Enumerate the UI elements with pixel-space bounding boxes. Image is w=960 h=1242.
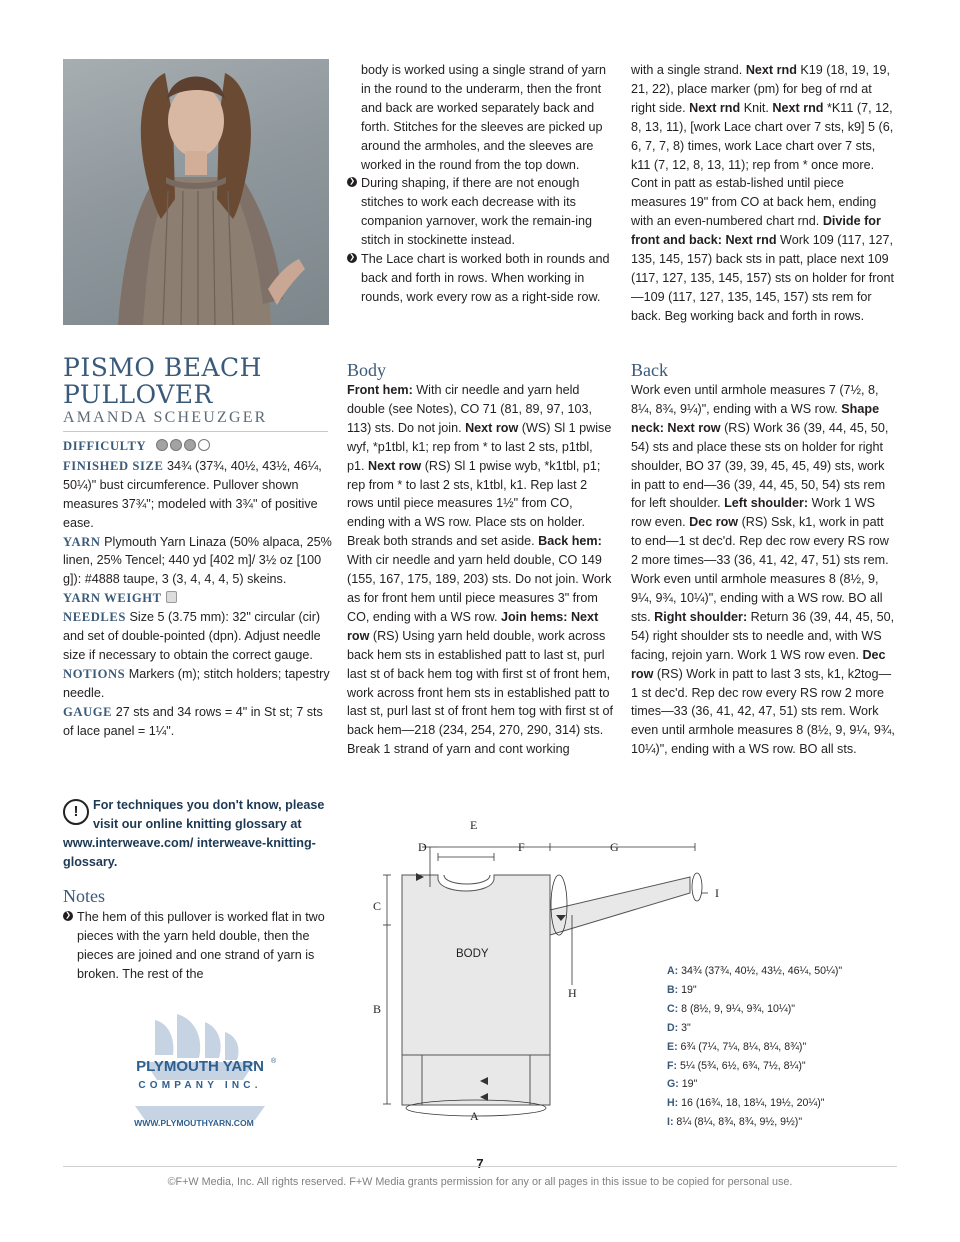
measurement-value: 16 (16¾, 18, 18¼, 19½, 20¼)" xyxy=(678,1097,825,1110)
measurement-row xyxy=(667,1094,907,1113)
yarn-weight-icon xyxy=(166,591,177,603)
next-rnd-label: Next rnd xyxy=(745,63,797,77)
text-span: *K11 (7, 12, 8, 13, 11), [work Lace chart over 7 sts, k9] 5 (6, 6, 7, 7, 8) times, work Lace chart over 7 sts, k11 (7, 12, 8, 13, 11); rep from * once more. Cont in patt as estab-lished until piece measures 19" from CO at back hem, ending with an even-numbered chart rnd. xyxy=(631,100,894,229)
measurement-row xyxy=(667,962,907,981)
measurement-value: 8 (8½, 9, 9¼, 9¾, 10¼)" xyxy=(678,1002,796,1015)
yarn-label: YARN xyxy=(63,534,101,549)
text-span: Work 109 (117, 127, 135, 145, 157) back sts in patt, place next 109 (117, 127, 135, 145, 157) sts on holder for front—109 (117, 127, 135, 145, 157) sts rem for back. Beg working back and forth in rows. xyxy=(631,233,895,323)
diagram-label-i: I xyxy=(715,886,719,900)
body-instructions-continued xyxy=(631,61,897,326)
yarn-weight-row xyxy=(63,589,333,608)
measurement-key: F: xyxy=(667,1059,677,1072)
next-row-text: (RS) Sl 1 pwise wyb, *k1tbl, p1; rep from * to last 2 sts, k1tbl, k1. Rep last 2 rows until piece measures 1½" from CO, ending with a WS row. Place sts on holder. Break both strands and set aside. xyxy=(347,458,601,549)
text-span: (RS) Work 36 (39, 44, 45, 50, 54) sts and place these sts on holder for right shoulder, BO 37 (39, 39, 45, 45, 49) sts, work in patt to end—36 (39, 44, 45, 50, 54) sts rem for left shoulder. xyxy=(631,420,889,511)
front-hem-label: Front hem: xyxy=(347,383,413,397)
difficulty-dot xyxy=(198,439,210,451)
measurement-key: G: xyxy=(667,1078,679,1091)
back-instructions xyxy=(631,381,897,759)
text-span: (RS) Work in patt to last 3 sts, k1, k2tog—1 st dec'd. Rep dec row every RS row 2 more times—33 (36, 41, 42, 47, 51) sts rem. Work even until armhole measures 8 (8½, 9, 9¼, 9¾, 10¼)", ending with a WS row. BO all sts. xyxy=(631,666,895,757)
measurement-value: 8¼ (8¼, 8¾, 8¾, 9½, 9½)" xyxy=(673,1116,803,1129)
measurement-value: 34¾ (37¾, 40½, 43½, 46¼, 50¼)" xyxy=(678,965,843,977)
measurement-value: 3" xyxy=(678,1021,691,1034)
text-span: Return 36 (39, 44, 45, 50, 54) right shoulder sts to needle and, with WS facing, rejoin yarn. Work 1 WS row even. xyxy=(631,609,895,662)
join-hems-text: (RS) Using yarn held double, work across back hem sts in established patt to last st, purl last st of back hem tog with first st of front hem, work across front hem sts in established patt to last st, purl last st of front hem tog with first st of back hem—218 (234, 254, 270, 290, 314) sts. Break 1 strand of yarn and cont working xyxy=(347,628,613,757)
shape-neck-label: Shape neck: Next row xyxy=(631,401,880,435)
notions-text: Markers (m); stitch holders; tapestry needle. xyxy=(63,666,330,700)
measurement-key: C: xyxy=(667,1002,679,1015)
copyright-notice: ©F+W Media, Inc. All rights reserved. F+W Media grants permission for any or all pages in this issue to be copied for personal use. xyxy=(167,1176,793,1188)
text-span: Work 1 WS row even. xyxy=(631,496,876,530)
diagram-label-b: B xyxy=(373,1002,382,1016)
title-divider xyxy=(63,431,328,432)
title-line-1: PISMO BEACH xyxy=(63,353,262,382)
schematic-diagram xyxy=(340,815,720,1130)
glossary-tip xyxy=(63,796,333,872)
diagram-label-f: F xyxy=(518,840,525,854)
yarn-row xyxy=(63,533,333,590)
measurement-row xyxy=(667,1000,907,1019)
notions-label: NOTIONS xyxy=(63,666,126,681)
diagram-label-h: H xyxy=(568,986,577,1000)
garment-shape xyxy=(402,875,690,1105)
next-row-label: Next row xyxy=(465,420,519,435)
measurement-value: 6¾ (7¼, 7¼, 8¼, 8¼, 8¾)" xyxy=(677,1040,807,1053)
measurement-key: E: xyxy=(667,1040,678,1053)
difficulty-label: DIFFICULTY xyxy=(63,439,147,453)
model-photo xyxy=(63,59,329,325)
pattern-specs xyxy=(63,437,333,741)
text-span: (RS) Ssk, k1, work in patt to end—1 st dec'd. Rep dec row every RS row 2 more times—33 (36, 41, 42, 47, 51) sts rem. Work even until armhole measures 8 (8½, 9, 9¼, 9¾, 10¼)", ending with a WS row. BO all sts. xyxy=(631,515,889,624)
note-item: ❯ During shaping, if there are not enough stitches to work each decrease with its companion yarnover, work the remain-ing stitch in stockinette instead. xyxy=(347,174,613,250)
finished-size-label: FINISHED SIZE xyxy=(63,458,164,473)
front-hem-text: With cir needle and yarn held double (see Notes), CO 71 (81, 89, 97, 103, 113) sts. Do not join. xyxy=(347,383,593,435)
body-instructions xyxy=(347,381,613,759)
measurement-key: H: xyxy=(667,1097,679,1110)
page-number: 7 xyxy=(476,1156,484,1171)
dec-row-label: Dec row xyxy=(631,647,886,681)
notes-continued xyxy=(347,61,613,307)
divide-label: Divide for front and back: Next rnd xyxy=(631,214,881,248)
back-hem-label: Back hem: xyxy=(538,534,602,549)
diagram-label-a: A xyxy=(470,1109,479,1123)
text-span: Knit. xyxy=(740,100,773,115)
notes-list xyxy=(63,908,325,984)
measurements-list xyxy=(667,962,907,1132)
measurement-row xyxy=(667,1075,907,1094)
next-row-text: (WS) Sl 1 pwise wyf, *p1tbl, k1; rep from * to last 2 sts, p1tbl, p1. xyxy=(347,420,612,473)
exclamation-icon: ! xyxy=(63,799,89,825)
measurement-value: 19" xyxy=(678,983,697,996)
difficulty-dot xyxy=(156,439,168,451)
notes-heading: Notes xyxy=(63,886,105,906)
measurement-row xyxy=(667,1113,907,1132)
back-heading: Back xyxy=(631,360,668,380)
designer-name: AMANDA SCHEUZGER xyxy=(63,409,268,426)
measurement-row xyxy=(667,1038,907,1057)
measurement-key: D: xyxy=(667,1021,679,1034)
right-shoulder-label: Right shoulder: xyxy=(654,609,748,624)
body-continued-paragraph xyxy=(631,61,897,326)
yarn-text: Plymouth Yarn Linaza (50% alpaca, 25% linen, 25% Tencel; 440 yd [402 m]/ 3½ oz [100 g]): #4888 taupe, 3 (3, 4, 4, 4, 5) skeins. xyxy=(63,534,332,587)
logo-registered-mark: ® xyxy=(271,1058,277,1065)
needles-row xyxy=(63,608,333,665)
measurement-key: I: xyxy=(667,1116,674,1129)
notions-row xyxy=(63,665,333,703)
difficulty-rating xyxy=(156,438,212,457)
footer-divider xyxy=(63,1166,897,1167)
note-item-continued: body is worked using a single strand of yarn in the round to the underarm, then the front and back are worked separately back and forth. Stitches for the sleeves are picked up around the armholes, and the sleeves are worked in the round from the top down. xyxy=(361,63,607,172)
next-row-label: Next row xyxy=(368,458,422,473)
logo-url: WWW.PLYMOUTHYARN.COM xyxy=(134,1118,254,1128)
model-illustration xyxy=(63,59,329,325)
measurement-value: 19" xyxy=(678,1078,698,1091)
left-shoulder-label: Left shoulder: xyxy=(724,496,809,511)
logo-name: PLYMOUTH YARN xyxy=(136,1058,264,1075)
next-rnd-label: Next rnd xyxy=(689,100,741,115)
difficulty-dot xyxy=(184,439,196,451)
note-item: ❯ The hem of this pullover is worked flat in two pieces with the yarn held double, then the pieces are joined and one strand of yarn is broken. The rest of the xyxy=(63,908,325,984)
plymouth-yarn-logo xyxy=(115,1010,285,1122)
dec-row-label: Dec row xyxy=(689,515,739,530)
logo-subtitle: COMPANY INC. xyxy=(138,1080,262,1091)
text-span: K19 (18, 19, 19, 21, 22), place marker (pm) for beg of rnd at right side. xyxy=(631,63,891,115)
measurement-row xyxy=(667,981,907,1000)
gauge-text: 27 sts and 34 rows = 4" in St st; 7 sts of lace panel = 1¼". xyxy=(63,704,323,738)
title-line-2: PULLOVER xyxy=(63,380,213,409)
diagram-label-d: D xyxy=(418,840,427,854)
measurement-value: 5¼ (5¾, 6½, 6¾, 7½, 8¼)" xyxy=(677,1059,806,1072)
difficulty-row xyxy=(63,437,333,457)
note-item: ❯ The Lace chart is worked both in rounds and back and forth in rows. When working in rounds, work every row as a right-side row. xyxy=(347,250,613,307)
gauge-label: GAUGE xyxy=(63,704,113,719)
diagram-label-g: G xyxy=(610,840,619,854)
measurement-row xyxy=(667,1057,907,1076)
diagram-body-label: BODY xyxy=(456,948,489,960)
text-span: with a single strand. xyxy=(631,63,746,77)
back-hem-text: With cir needle and yarn held double, CO 149 (155, 167, 175, 189, 203) sts. Do not join. Work as for front hem until piece measures 3" from CO, ending with a WS row. xyxy=(347,553,612,624)
body-heading: Body xyxy=(347,360,387,380)
diagram-label-c: C xyxy=(373,899,382,913)
measurement-key: A: xyxy=(667,965,679,977)
yarn-weight-label: YARN WEIGHT xyxy=(63,591,162,606)
diagram-label-e: E xyxy=(470,818,478,832)
gauge-row xyxy=(63,703,333,741)
finished-size-row xyxy=(63,457,333,533)
text-span: Work even until armhole measures 7 (7½, 8, 8¼, 8¾, 9¼)", ending with a WS row. xyxy=(631,383,879,416)
tip-text: For techniques you don't know, please visit our online knitting glossary at www.interweave.com/ interweave-knitting-glossary. xyxy=(63,798,325,869)
difficulty-dot xyxy=(170,439,182,451)
join-hems-label: Join hems: Next row xyxy=(347,609,599,643)
finished-size-text: 34¾ (37¾, 40½, 43½, 46¼, 50¼)" bust circumference. Pullover shown measures 37¾"; modeled with 3¾" of positive ease. xyxy=(63,458,322,530)
needles-text: Size 5 (3.75 mm): 32" circular (cir) and set of double-pointed (dpn). Adjust needle size if necessary to obtain the correct gauge. xyxy=(63,610,321,662)
measurement-row xyxy=(667,1019,907,1038)
measurement-key: B: xyxy=(667,983,679,996)
pattern-title xyxy=(63,354,333,408)
needles-label: NEEDLES xyxy=(63,610,126,625)
next-rnd-label: Next rnd xyxy=(772,100,824,115)
